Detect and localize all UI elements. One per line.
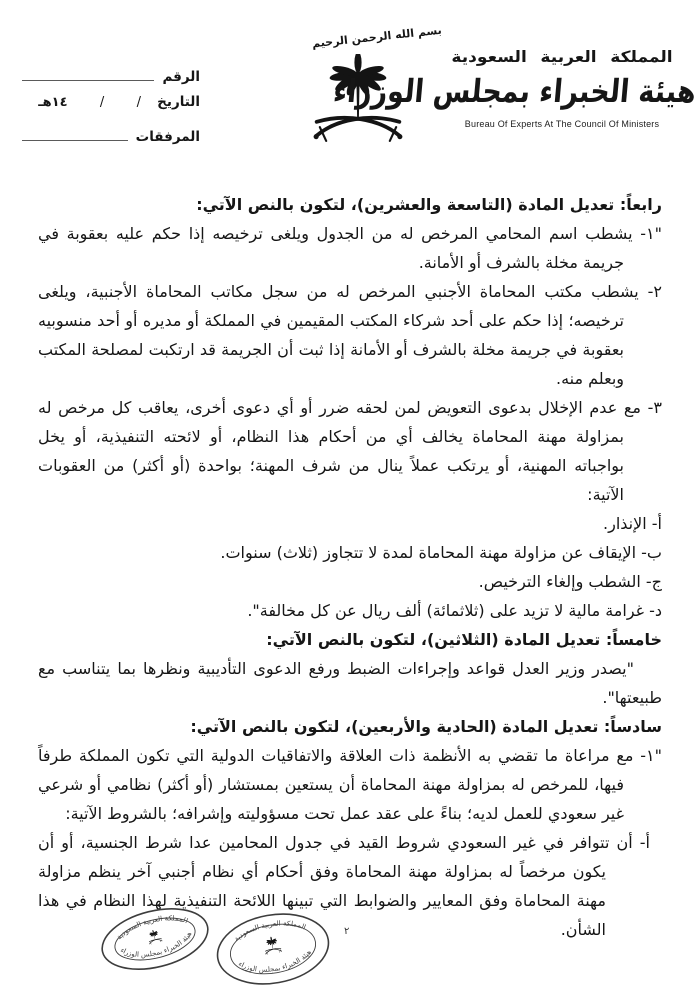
page-number: ٢: [344, 926, 350, 937]
svg-text:المملكة العربية السعودية: [231, 914, 308, 944]
stamp-left-emblem-icon: [146, 928, 162, 944]
bureau-name-english: Bureau Of Experts At The Council Of Ministers: [464, 119, 660, 129]
section-5-text: "يصدر وزير العدل قواعد وإجراءات الضبط ورفع الدعوى التأديبية ونظرها بما يتناسب مع طبيعتها".: [38, 659, 662, 707]
number-blank-line: [22, 64, 154, 81]
section-4-penalty-d: د- غرامة مالية لا تزيد على (ثلاثمائة) ألف ريال عن كل مخالفة".: [247, 601, 662, 620]
date-slash: /: [99, 95, 105, 110]
date-field-row: [20, 94, 200, 124]
section-4-penalty-a: أ- الإنذار.: [603, 514, 662, 533]
stamp-right-emblem-icon: [263, 935, 282, 954]
stamp-left: [96, 899, 214, 979]
kingdom-name: المملكة العربية السعودية: [451, 48, 673, 66]
stamp-right-bottom-text: هيئة الخبراء بمجلس الوزراء: [236, 948, 313, 974]
date-slash: /: [136, 95, 141, 110]
section-4-clause-2: ٢- يشطب مكتب المحاماة الأجنبي المرخص له من سجل مكاتب المحاماة الأجنبية، ويلغى ترخيصه؛ إذا حكم على أحد شركاء المكتب المقيمين في المملكة أو مديره أو أحد منسوبيه بعقوبة في جريمة مخلة بالشرف أو الأمانة إذا ثبت أن الجريمة قد ارتكبت لمصلحة المكتب وبعلم منه.: [38, 282, 662, 388]
bureau-letterhead-brand: [331, 48, 698, 129]
section-5-heading: خامساً: تعديل المادة (الثلاثين)، لتكون بالنص الآتي:: [266, 630, 662, 649]
stamp-right-top-text: المملكة العربية السعودية: [232, 919, 308, 944]
official-stamps: [70, 893, 340, 998]
hijri-year: ١٤هـ: [38, 95, 68, 110]
section-4-penalty-c: ج- الشطب وإلغاء الترخيص.: [478, 572, 662, 591]
bismillah-calligraphy: بسم الله الرحمن الرحيم: [311, 23, 443, 51]
section-6-condition-a: أ- أن تتوافر في غير السعودي شروط القيد في جدول المحامين عدا شرط الجنسية، أو أن يكون مرخصاً له بمزاولة مهنة المحاماة وفق أحكام أي نظام أجنبي آخر ينظم مزاولة مهنة المحاماة وفق المعايير والضوابط التي تبينها اللائحة التنفيذية لهذا النظام في هذا الشأن.: [38, 833, 650, 939]
section-6-clause-1: "١- مع مراعاة ما تقضي به الأنظمة ذات العلاقة والاتفاقيات الدولية التي تكون المملكة طرفاً فيها، للمرخص له بمزاولة مهنة المحاماة أن يستعين بمستشار (أو أكثر) نظامي أو شرعي غير سعودي للعمل لديه؛ بناءً على عقد عمل تحت مسؤوليته وإشرافه؛ بالشروط الآتية:: [38, 746, 662, 823]
date-value: [22, 95, 157, 110]
section-6-heading: سادساً: تعديل المادة (الحادية والأربعين)، لتكون بالنص الآتي:: [190, 717, 662, 736]
stamp-left-top-text: المملكة العربية السعودية: [115, 914, 190, 942]
attachments-label: المرفقات: [135, 129, 200, 145]
document-body: [38, 190, 662, 944]
attachments-field-row: [20, 124, 200, 154]
number-field-row: [20, 64, 200, 94]
section-4-heading: رابعاً: تعديل المادة (التاسعة والعشرين)، لتكون بالنص الآتي:: [196, 195, 662, 214]
date-label: التاريخ: [157, 94, 200, 110]
number-label: الرقم: [162, 69, 200, 85]
stamp-right: [212, 906, 334, 992]
stamp-left-bottom-text: هيئة الخبراء بمجلس الوزراء: [118, 930, 194, 959]
svg-text:المملكة العربية السعودية: [113, 908, 191, 943]
section-4-clause-1: "١- يشطب اسم المحامي المرخص له من الجدول ويلغى ترخيصه إذا حكم عليه بعقوبة في جريمة مخلة بالشرف أو الأمانة.: [38, 224, 662, 272]
bureau-name-calligraphy: هيئة الخبراء بمجلس الوزراء: [331, 73, 698, 111]
attachments-blank-line: [22, 124, 128, 141]
reference-fields: [20, 64, 200, 154]
section-4-clause-3: ٣- مع عدم الإخلال بدعوى التعويض لمن لحقه ضرر أو أي دعوى أخرى، يعاقب كل مرخص له بمزاولة مهنة المحاماة يخالف أي من أحكام هذا النظام، أو لائحته التنفيذية، أو يخل بواجباته المهنية، أو يرتكب عملاً ينال من شرف المهنة؛ بواحدة (أو أكثر) من العقوبات الآتية:: [38, 398, 662, 504]
section-4-penalty-b: ب- الإيقاف عن مزاولة مهنة المحاماة لمدة لا تتجاوز (ثلاث) سنوات.: [220, 543, 662, 562]
